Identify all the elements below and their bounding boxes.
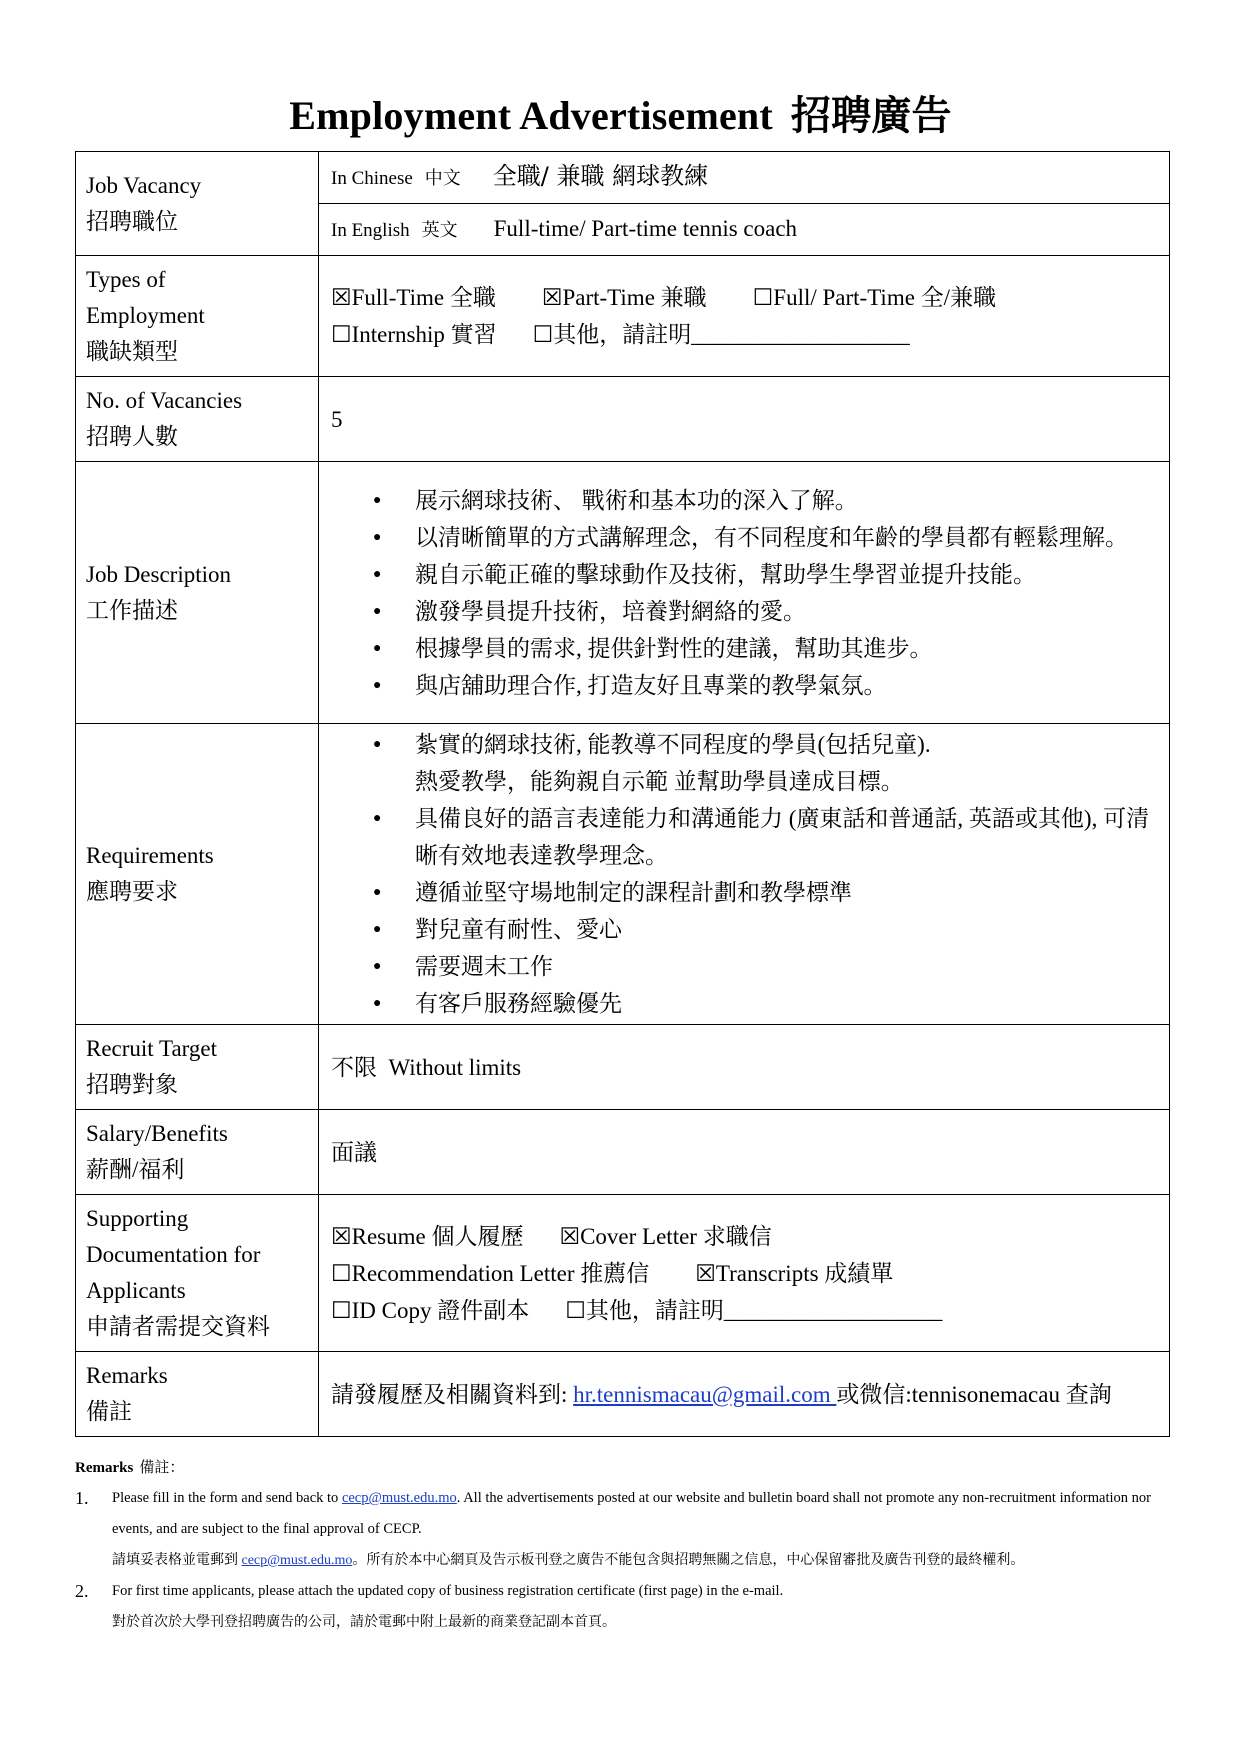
types-label-en-2: Employment — [86, 303, 205, 328]
supporting-label-en-2: Documentation for — [86, 1242, 261, 1267]
note-number: 1. — [75, 1488, 89, 1508]
job-description-cell — [319, 462, 1170, 724]
requirements-row — [76, 724, 1170, 1025]
checkbox-transcripts[interactable]: ☒Transcripts 成績單 — [695, 1260, 894, 1286]
supporting-docs-label — [76, 1195, 319, 1352]
requirements-label-en: Requirements — [86, 843, 214, 868]
title-zh: 招聘廣告 — [790, 93, 952, 138]
in-chinese-label: In Chinese — [331, 168, 413, 189]
types-label-en-1: Types of — [86, 267, 166, 292]
recruit-target-label-en: Recruit Target — [86, 1036, 218, 1061]
hr-email-link[interactable]: hr.tennismacau@gmail.com — [573, 1381, 837, 1407]
checkbox-other-doc[interactable]: ☐其他，請註明___________________ — [565, 1297, 943, 1323]
requirements-label — [76, 724, 319, 1025]
supporting-label-en-1: Supporting — [86, 1206, 189, 1231]
footer-heading-zh: 備註： — [139, 1460, 185, 1476]
job-vacancy-chinese-cell — [319, 152, 1170, 204]
checkbox-resume[interactable]: ☒Resume 個人履歷 — [331, 1223, 524, 1249]
salary-row — [76, 1110, 1170, 1195]
vacancies-value: 5 — [319, 377, 1170, 462]
list-item: ● 對兒童有耐性、愛心 — [415, 911, 1159, 948]
requirements-list — [331, 726, 1159, 1022]
title-en: Employment Advertisement — [289, 93, 773, 138]
job-vacancy-label-en: Job Vacancy — [86, 172, 202, 198]
list-item: ● 與店舖助理合作, 打造友好且專業的教學氣氛。 — [415, 667, 1159, 704]
supporting-docs-row — [76, 1195, 1170, 1352]
job-description-label-en: Job Description — [86, 561, 232, 587]
recruit-target-value-zh: 不限 — [331, 1054, 377, 1080]
vacancies-label — [76, 377, 319, 462]
checkbox-part-time[interactable]: ☒Part-Time 兼職 — [541, 285, 707, 310]
checkbox-id-copy[interactable]: ☐ID Copy 證件副本 — [331, 1297, 530, 1323]
list-item: ● 遵循並堅守場地制定的課程計劃和教學標準 — [415, 874, 1159, 911]
checkbox-full-part-time[interactable]: ☐Full/ Part-Time 全/兼職 — [752, 285, 997, 310]
cecp-email-link-zh[interactable]: cecp@must.edu.mo — [241, 1553, 353, 1568]
checkbox-other-type[interactable]: ☐其他，請註明___________________ — [532, 322, 910, 347]
note-1-zh-pre: 請填妥表格並電郵到 — [112, 1553, 242, 1568]
list-item: ● 根據學員的需求, 提供針對性的建議，幫助其進步。 — [415, 630, 1159, 667]
job-description-list — [331, 482, 1159, 704]
salary-label-en: Salary/Benefits — [86, 1121, 228, 1146]
list-item: ● 展示網球技術、 戰術和基本功的深入了解。 — [415, 482, 1159, 519]
types-of-employment-label — [76, 256, 319, 377]
list-item: ● 紮實的網球技術, 能教導不同程度的學員(包括兒童). — [415, 726, 1159, 763]
requirements-label-zh: 應聘要求 — [86, 879, 178, 904]
supporting-label-en-3: Applicants — [86, 1278, 186, 1303]
types-label-zh: 職缺類型 — [86, 339, 178, 364]
remarks-label-en: Remarks — [86, 1363, 168, 1388]
list-item: ● 具備良好的語言表達能力和溝通能力 (廣東話和普通話, 英語或其他), 可清晰有效地表達教學理念。 — [415, 800, 1159, 874]
job-description-label — [76, 462, 319, 724]
remarks-row — [76, 1352, 1170, 1437]
footer-heading-en: Remarks — [75, 1460, 134, 1476]
remarks-value — [319, 1352, 1170, 1437]
note-1-en-pre: Please fill in the form and send back to — [112, 1490, 342, 1506]
list-item: ● 以清晰簡單的方式講解理念，有不同程度和年齡的學員都有輕鬆理解。 — [415, 519, 1159, 556]
note-2-zh: 對於首次於大學刊登招聘廣告的公司，請於電郵中附上最新的商業登記副本首頁。 — [112, 1615, 616, 1630]
supporting-label-zh: 申請者需提交資料 — [86, 1314, 270, 1339]
vacancies-label-zh: 招聘人數 — [86, 424, 178, 449]
recruit-target-row — [76, 1025, 1170, 1110]
remarks-label — [76, 1352, 319, 1437]
list-item: 熱愛教學，能夠親自示範 並幫助學員達成目標。 — [415, 769, 904, 794]
list-item: ● 激發學員提升技術，培養對網絡的愛。 — [415, 593, 1159, 630]
page-title — [0, 84, 1241, 141]
job-title-english: Full-time/ Part-time tennis coach — [493, 216, 798, 241]
footer-note-2 — [75, 1576, 1170, 1638]
vacancies-label-en: No. of Vacancies — [86, 388, 243, 413]
recruit-target-value-en: Without limits — [388, 1054, 522, 1080]
footer-note-1 — [75, 1483, 1170, 1576]
types-of-employment-options — [319, 256, 1170, 377]
note-2-en: For first time applicants, please attach the updated copy of business registration certificate (first page) in the e-mail. — [112, 1583, 784, 1599]
job-vacancy-english-cell — [319, 204, 1170, 256]
recruit-target-value — [319, 1025, 1170, 1110]
remarks-prefix: 請發履歷及相關資料到: — [331, 1381, 574, 1407]
footer-remarks-heading — [75, 1456, 1170, 1477]
job-description-row — [76, 462, 1170, 724]
note-1-en-post: . All the advertisements posted at our website and bulletin board shall not promote any non-recruitment information nor events, and are subject to the final approval of CECP. — [112, 1490, 1151, 1537]
types-of-employment-row — [76, 256, 1170, 377]
in-chinese-label-zh: 中文 — [424, 168, 461, 188]
cecp-email-link[interactable]: cecp@must.edu.mo — [341, 1490, 457, 1506]
in-english-label-zh: 英文 — [421, 220, 458, 240]
note-1-zh-post: 。所有於本中心網頁及告示板刊登之廣告不能包含與招聘無關之信息，中心保留審批及廣告刊登的最終權利。 — [352, 1553, 1025, 1568]
remarks-suffix: 或微信:tennisonemacau 查詢 — [836, 1381, 1112, 1407]
job-vacancy-row-chinese — [76, 152, 1170, 204]
job-vacancy-label-zh: 招聘職位 — [86, 208, 178, 234]
requirements-cell — [319, 724, 1170, 1025]
in-english-label: In English — [331, 220, 410, 241]
remarks-label-zh: 備註 — [86, 1399, 132, 1424]
checkbox-cover-letter[interactable]: ☒Cover Letter 求職信 — [559, 1223, 772, 1249]
list-item: ● 親自示範正確的擊球動作及技術，幫助學生學習並提升技能。 — [415, 556, 1159, 593]
job-title-chinese: 全職/ 兼職 網球教練 — [492, 162, 709, 190]
supporting-docs-options — [319, 1195, 1170, 1352]
salary-label-zh: 薪酬/福利 — [86, 1157, 185, 1182]
list-item: ● 需要週末工作 — [415, 948, 1159, 985]
vacancies-row — [76, 377, 1170, 462]
checkbox-internship[interactable]: ☐Internship 實習 — [331, 322, 497, 347]
checkbox-full-time[interactable]: ☒Full-Time 全職 — [331, 285, 496, 310]
salary-label — [76, 1110, 319, 1195]
footer-remarks — [75, 1456, 1170, 1638]
list-item: ● 有客戶服務經驗優先 — [415, 985, 1159, 1022]
salary-value: 面議 — [319, 1110, 1170, 1195]
job-description-label-zh: 工作描述 — [86, 597, 178, 623]
recruit-target-label — [76, 1025, 319, 1110]
job-vacancy-label — [76, 152, 319, 256]
employment-form-table — [75, 151, 1170, 1437]
checkbox-recommendation-letter[interactable]: ☐Recommendation Letter 推薦信 — [331, 1260, 650, 1286]
note-number: 2. — [75, 1581, 89, 1601]
recruit-target-label-zh: 招聘對象 — [86, 1072, 178, 1097]
